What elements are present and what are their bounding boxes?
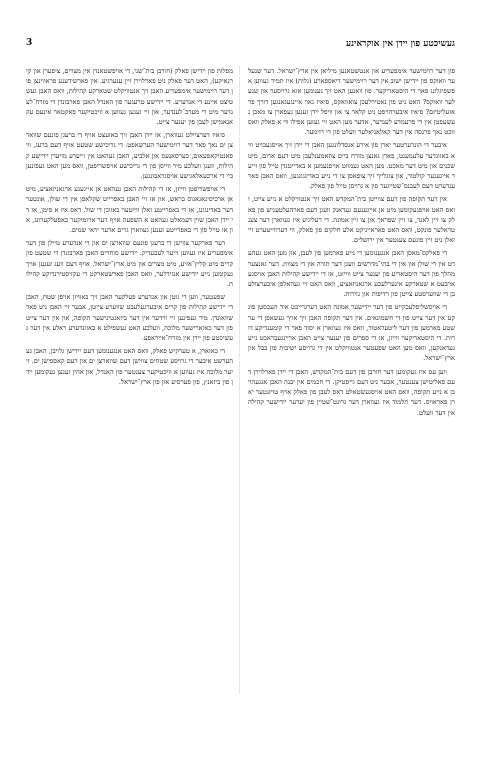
page-number: 3 bbox=[26, 38, 33, 48]
paragraph: ווען עס איז געקומען דער חורבן פון דעם בית־המקדש, האבן די יידן פארלוירן דעם פאליטישן צענטער, אבער ניט דעם גייסטיקן. די חכמים אין יבנה האבן אנגעהויבן א נייע תקופה, וואס האט אויסגעשטאלט דאס לעבן פון פאלק אויף טויזנטער יארן פאראויס. דער תלמוד איז געווארן דער גרונט־שטיין פון יעדער יידישער קהילה אין דער וועלט. bbox=[248, 367, 455, 417]
right-column bbox=[248, 66, 455, 694]
paragraph: די פאלקס־מאסן האבן אנגענומען די נייע פארמען פון לעבן, און מען האט געהערט אין די שולן און אין די בתי־מדרשים וועגן דער תורה און די מצוות. דער גאנצער מהלך פון דער היסטאריע פון יענער צייט ווייזט, אז די יידישע קהילות האבן אויסגעארבעט א שטארקע אינערלעכע ארגאניזאציע, וואס האט זיי געהאלפן איבערצולעבן די שווערסטע צייטן פון רדיפות און גזירות. bbox=[248, 249, 455, 299]
paragraph: די אויפשריפטן ווייזן, אז די קהילות האבן געהאט אן אייגענע ארגאניזאציע, מיט אן ארכיסינאגאגוס בראש, און אז זיי האבן באפרייט שקלאפן אין די שולן, אונטער דער באדינגונג, אז די באפרייטע זאלן ווייטער באזוכן די שול. דאס איז א סימן, אז די יידן האבן שוין דעמאלט געהאט א השפעה אויף דער ארומיקער באפעלקערונג, און אז טייל פון די באפרייטע זענען געווארן גרים אדער יראי שמים. bbox=[26, 185, 233, 235]
paragraph: די אויסשליסלעכקייט פון דער יידישער אמונה האט דערגרייכט איר העכסטן פונקט אין דער צייט פון די חשמונאים. אין דער תקופה האבן זיך אויך געשאפן די ערשטע פארמען פון דער ליטעראטור, וואס איז געווארן א יסוד פאר די קומענדיקע דורות. די היסטאריקער ווייזן, אז די ספרים פון יענער צייט האבן אריינגעבראכט נייע געדאנקען, וואס מען האט שפעטער אנטוויקלט אין די גרויסע ישיבות פון בבל און ארץ־ישראל. bbox=[248, 303, 455, 363]
left-column bbox=[26, 66, 233, 694]
paragraph: שפעטער, ווען די גוטן און אנדערע פעלקער האבן זיך באוויזן אויפן שטח, האבן די יידישע קהילות פון קרים איבערגעלעבט שווערע צייטן, אבער זיי האבן ניט פארשוואונדן. מיר געפינען זיי ווידער אין דער ביזאנטינישער תקופה, און אין דער צייט פון דער כאזארישער מלוכה, וועלכע האט געשפילט א באזונדערע ראלע אין דער געשיכטע פון יידן אין מזרח־אייראפע. bbox=[26, 293, 233, 343]
paragraph: איבער די הונדערטער יארן פון אירע אנסדלונגען האבן די יידן זיך אויסגעבויט ווי א באזונדער עלעמענט, פארן גאנצן מזרח ביים צוזאמענלעבן מיט דעם ארום, מיט שכנים און מיט דער מאכט. מען האט געמוזט אויפנעמען א באדייטנדן טייל פון זייער אייגענער קולטור, און צוגלייך זיך צופאסן צו די נייע באדינגונגען, וואס האבן פארענדערט דעם לעבנס־שטייגער פון א גרויסן טייל פון פאלק. bbox=[248, 141, 455, 191]
paragraph: די כאזארן, א טערקיש פאלק, וואס האט אנגענומען דעם יידישן גלויבן, האבן געהערשט איבער די גרויסע שטחים צווישן דעם שווארצן ים און דעם קאספישן ים. זייער מלוכה איז געווען א וויכטיקער צענטער פון האנדל, און אהין זענען געקומען יידן פון ביזאנץ, פון פערסיע און פון ארץ־ישראל. bbox=[26, 347, 233, 386]
paragraph: ס׳איז דערציילט געווארן, אז יידן האבן זיך באזעצט אויף די ברעגן פונעם שווארצן ים נאך פאר דער רוימישער הערשאפט. די גריכישע שטעט אויף דעם ברעג, ווי פאנטיקאפעאום, כערסאנעס און אלביע, האבן געהאט אין זייערע מויערן יידישע קהילות, וועגן וועלכע מיר ווייסן פון די גריכישע אויפשריפטן, וואס מען האט געפונען ביי די ארכעאלאגישע אויסגראבונגען. bbox=[26, 131, 233, 181]
running-title: געשיכטע פון יידן אין אוקראינע bbox=[345, 39, 455, 49]
page-header bbox=[26, 38, 455, 52]
paragraph: אין דער תקופה פון דעם צווייטן בית־המקדש האט זיך אנטוויקלט א נייע צייט, וואס האט אויפגעקומען מיט אן אייגענעם געדאנק וועגן דעם פארהעלטעניש פון פאלק צו זיין לאנד, צו זיין שפראך און צו זיין אמונה. די רעליגיע איז געווארן דער צענטראלער פונקט, וואס האט פאראייניקט אלע חלקים פון פאלק, ווי דערווייטערט זיי זאלן ניט זיין פונעם צענטער אין ירושלים. bbox=[248, 195, 455, 245]
paragraph: דער פארקער צווישן די ברעגן פונעם שווארצן ים און די אנדערע טיילן פון דער אימפעריע איז געווען זייער לעבעדיק. יידישע סוחרים האבן פארבונדן די שטעט פון קרים מיט קליין־אזיע, מיט מצרים און מיט ארץ־ישראל. אויף דעם וועג זענען אויך געקומען נייע יידישע אנזידלער, וואס האבן פארשטארקט די עקזיסטירנדיקע קהילות. bbox=[26, 239, 233, 289]
paragraph: מפלות פון יידישן פאלק (חורבן בית־שני, די אויפשטאנדן אין מצרים, ציפערן און קירנאיקע), האט דער פאלק ניט פארלוירן זיין ענערגיע. אין פארשידענע פראווינצן פון דער רוימישער אימפעריע האבן זיך אנטוויקלט שטארקע קהילות, וואס האבן געשטיצט איינע די אנדערע. די יידישע טרעגער פון האנדל האבן פארבונדן די מזרח־לענדער מיט די מערב־לענדער, און זיי זענען געווען א וויכטיקער פאקטאר אינעם עקאנאמישן לעבן פון יענער צייט. bbox=[26, 67, 233, 127]
column-divider bbox=[239, 66, 240, 694]
page-body bbox=[26, 66, 455, 694]
paragraph: פון דער רוימישער אימפעריע און אנטשטאנען מיליאן אין ארץ־ישראל. דער שנעלער וואוקס פון יידישן ישוב אין דער רוימישער דיאספארע (גלות) איז תמיד געווען אפשפיגלונג פאר די היסטאריקער. פון וואנען האט זיך גענומען אזא גרויסער און שנעלער וואוקס? האט ניט פון נאטירלעכן צואוואקס, ס׳איז גאר איינגעגאנגען דורך פראזעליטיזם? ס׳איז איבערהויפט ניט קלאר צי און וויפל יידן זענען געפארן צו מאכן געשעפטן אין די פרעמדע לענדער, אדער מען האט זיי געזען אפילו ווי א פאלק וואס זוכט נאך פרנסה אין דער קאלאניאלער וועלט פון די רוימער. bbox=[248, 67, 455, 137]
